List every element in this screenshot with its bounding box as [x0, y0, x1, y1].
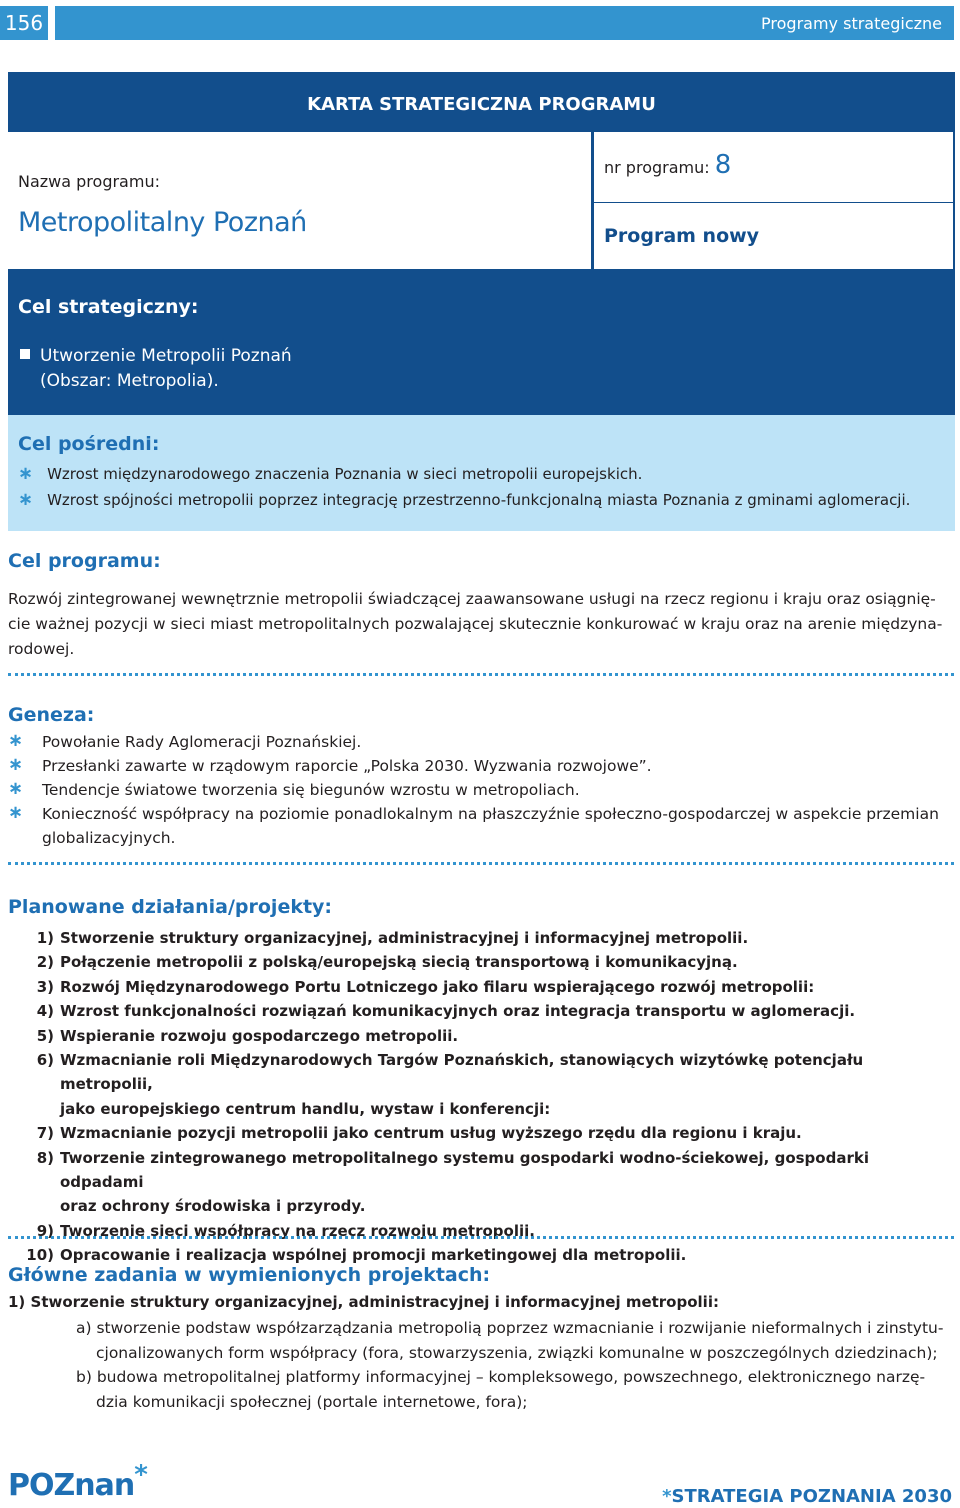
list-item: ∗ Tendencje światowe tworzenia się biegunów wzrostu w metropoliach. [8, 778, 580, 799]
project-item-continuation: jako europejskiego centrum handlu, wystaw i konferencji: [60, 1099, 551, 1118]
logo-asterisk-icon: * [134, 1460, 147, 1490]
program-type: Program nowy [604, 225, 760, 247]
task-item-a: a) stworzenie podstaw współzarządzania metropolią poprzez wzmacnianie i rozwijanie nieformalnych i zinstytu- cjonalizowanych form współpracy (fora, stowarzyszenia, związki komunalne w poszczególnych dziedzinach); [76, 1319, 944, 1362]
project-item: 6) Wzmacnianie roli Międzynarodowych Targów Poznańskich, stanowiących wizytówkę potencjału metropolii, [36, 1051, 864, 1094]
project-item: 1) Stworzenie struktury organizacyjnej, administracyjnej i informacyjnej metropolii. [36, 929, 749, 947]
asterisk-bullet-icon: ∗ [8, 754, 24, 775]
asterisk-bullet-icon: ∗ [8, 778, 24, 799]
program-type-box [594, 203, 953, 269]
list-item: ∗ Konieczność współpracy na poziomie ponadlokalnym na płaszczyźnie społeczno-gospodarczej w aspekcie przemian [8, 802, 939, 823]
strategy-footer-label: *STRATEGIA POZNANIA 2030 [662, 1486, 952, 1507]
asterisk-bullet-icon: ∗ [18, 463, 34, 484]
dotted-divider [8, 862, 954, 865]
intermediate-goal-panel [8, 415, 955, 531]
strategic-goal-heading: Cel strategiczny: [18, 296, 199, 318]
project-item: 8) Tworzenie zintegrowanego metropolitalnego systemu gospodarki wodno-ściekowej, gospodarki odpadami [36, 1148, 869, 1192]
planned-projects-section [8, 896, 954, 1268]
dotted-divider [8, 673, 954, 676]
program-number-label: nr programu: [604, 158, 710, 177]
program-goal-section [8, 550, 954, 662]
card-title: KARTA STRATEGICZNA PROGRAMU [307, 94, 656, 115]
planned-projects-list [8, 926, 954, 1268]
main-tasks-heading: Główne zadania w wymienionych projektach: [8, 1264, 491, 1286]
square-bullet-icon [20, 349, 30, 359]
section-title: Programy strategiczne [761, 13, 942, 33]
list-item: ∗ Powołanie Rady Aglomeracji Poznańskiej. [8, 730, 362, 751]
project-item-continuation: oraz ochrony środowiska i przyrody. [60, 1197, 366, 1216]
planned-projects-heading: Planowane działania/projekty: [8, 896, 333, 918]
program-number-box [594, 132, 953, 202]
page-number: 156 [0, 6, 48, 40]
asterisk-icon: * [662, 1486, 672, 1507]
asterisk-bullet-icon: ∗ [18, 489, 34, 510]
main-tasks-subheading: 1) Stworzenie struktury organizacyjnej, administracyjnej i informacyjnej metropolii: [8, 1293, 719, 1311]
program-goal-heading: Cel programu: [8, 550, 161, 572]
list-item: ∗ Wzrost międzynarodowego znaczenia Poznania w sieci metropolii europejskich. [18, 463, 643, 484]
genesis-section [8, 704, 954, 850]
program-name-box [8, 132, 591, 269]
project-item: 3) Rozwój Międzynarodowego Portu Lotniczego jako filaru wspierającego rozwój metropolii: [36, 977, 815, 996]
program-name-label: Nazwa programu: [18, 172, 160, 191]
section-title-bar [55, 6, 954, 40]
project-item: 7) Wzmacnianie pozycji metropolii jako centrum usług wyższego rzędu dla regionu i kraju. [36, 1124, 802, 1143]
program-goal-text: Rozwój zintegrowanej wewnętrznie metropolii świadczącej zaawansowane usługi na rzecz regionu i kraju oraz osiągnię- cie ważnej pozycji w sieci miast metropolitalnych pozwalającej skutecznie konkurować w kraju oraz na arenie międzyna- rodowej. [8, 590, 943, 658]
main-tasks-section [8, 1264, 954, 1414]
task-item-b: b) budowa metropolitalnej platformy informacyjnej – kompleksowego, powszechnego, elektronicznego narzę- dzia komunikacji społecznej (portale internetowe, fora); [76, 1368, 926, 1411]
project-item: 2) Połączenie metropolii z polską/europejską siecią transportową i komunikacyjną. [36, 953, 738, 972]
program-name: Metropolitalny Poznań [18, 207, 307, 238]
program-number: 8 [714, 150, 732, 180]
list-item: ∗ Przesłanki zawarte w rządowym raporcie „Polska 2030. Wyzwania rozwojowe”. [8, 754, 652, 775]
list-item: ∗ Wzrost spójności metropolii poprzez integrację przestrzenno-funkcjonalną miasta Poznania z gminami aglomeracji. [18, 489, 911, 510]
project-item: 9) Tworzenie sieci współpracy na rzecz rozwoju metropolii. [36, 1221, 535, 1240]
list-item-continuation: globalizacyjnych. [42, 829, 176, 847]
strategic-goal-line2: (Obszar: Metropolia). [40, 371, 219, 391]
project-item: 5) Wspieranie rozwoju gospodarczego metropolii. [36, 1026, 459, 1045]
project-item: 10) Opracowanie i realizacja wspólnej promocji marketingowej dla metropolii. [26, 1246, 687, 1265]
strategic-card [8, 72, 955, 531]
asterisk-bullet-icon: ∗ [8, 802, 24, 823]
genesis-heading: Geneza: [8, 704, 95, 726]
intermediate-goal-heading: Cel pośredni: [18, 433, 160, 455]
project-item: 4) Wzrost funkcjonalności rozwiązań komunikacyjnych oraz integracja transportu w aglomeracji. [36, 1002, 856, 1021]
dotted-divider [8, 1236, 954, 1239]
asterisk-bullet-icon: ∗ [8, 730, 24, 751]
strategic-goal [20, 344, 292, 394]
poznan-logo: POZnan* [8, 1460, 147, 1503]
strategic-goal-line1: Utworzenie Metropolii Poznań [40, 346, 292, 366]
